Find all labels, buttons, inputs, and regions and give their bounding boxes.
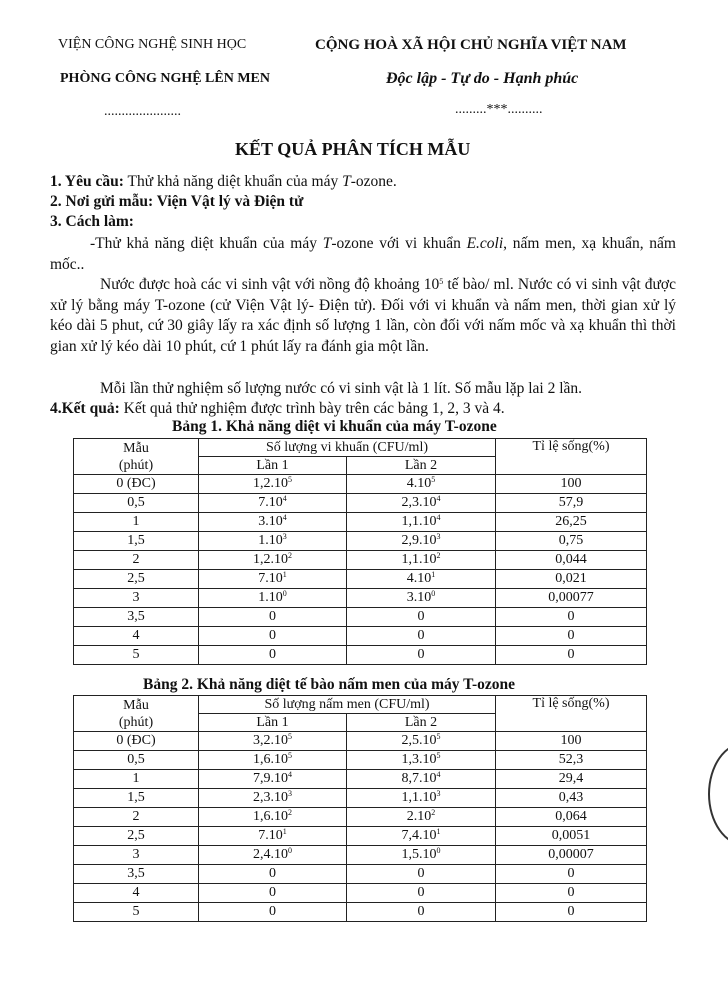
table1-header-rate: Tỉ lệ sống(%) (496, 439, 647, 475)
cell-count-rep1: 2,4.10$^0$ (199, 846, 347, 865)
table2 (73, 695, 647, 922)
table-row (74, 627, 647, 646)
section-request-label: 1. Yêu cầu: (50, 173, 124, 190)
table2-header-count: Số lượng nấm men (CFU/ml) (199, 696, 496, 714)
table-row (74, 789, 647, 808)
table-row (74, 589, 647, 608)
cell-time: 3 (74, 589, 199, 608)
cell-count-rep1: 7.10$^1$ (199, 570, 347, 589)
cell-survival-rate: 0,43 (496, 789, 647, 808)
table-row (74, 608, 647, 627)
table2-header-rep2: Lần 2 (347, 714, 496, 732)
cell-time: 2,5 (74, 570, 199, 589)
cell-time: 2 (74, 808, 199, 827)
table-row (74, 770, 647, 789)
cell-survival-rate: 0 (496, 627, 647, 646)
cell-survival-rate: 0,021 (496, 570, 647, 589)
header-stars: .........***.......... (455, 102, 543, 117)
table2-header-rate: Tỉ lệ sống(%) (496, 696, 647, 732)
cell-count-rep2: 2.10$^2$ (347, 808, 496, 827)
table1-caption: Bảng 1. Khả năng diệt vi khuẩn của máy T-ozone (172, 418, 497, 435)
cell-count-rep1: 1,6.10$^5$ (199, 751, 347, 770)
cell-count-rep1: 2,3.10$^3$ (199, 789, 347, 808)
table2-caption: Bảng 2. Khả năng diệt tế bào nấm men của máy T-ozone (143, 676, 516, 693)
method-paragraph-3: Mỗi lần thử nghiệm số lượng nước có vi sinh vật là 1 lít. Số mẫu lặp lai 2 lần. (100, 380, 582, 397)
cell-survival-rate: 100 (496, 732, 647, 751)
method-paragraph-2: Nước được hoà các vi sinh vật với nồng độ khoảng $10^5$ tế bào/ ml. Nước có vi sinh vật được xử lý bằng máy T-ozone (cử Viện Vật lý- Điện tử). Đối với vi khuẩn và nấm men, thời gian xử lý kéo dài 5 phut, cứ 30 giây lấy ra xác định số lượng 1 lần, còn đối với nấm mốc và xạ khuẩn thì thời gian xử lý kéo dài 10 phút, cứ 1 phút lấy ra đánh gia một lần. (50, 276, 677, 355)
cell-time: 1 (74, 513, 199, 532)
cell-survival-rate: 0,064 (496, 808, 647, 827)
cell-count-rep1: 7.10$^1$ (199, 827, 347, 846)
table-row (74, 732, 647, 751)
cell-survival-rate: 0 (496, 865, 647, 884)
cell-time: 0 (ĐC) (74, 475, 199, 494)
document-title: KẾT QUẢ PHÂN TÍCH MẪU (235, 139, 471, 159)
cell-time: 2,5 (74, 827, 199, 846)
cell-survival-rate: 29,4 (496, 770, 647, 789)
table-row (74, 865, 647, 884)
table-row (74, 827, 647, 846)
cell-survival-rate: 0 (496, 608, 647, 627)
cell-count-rep2: 4.10$^1$ (347, 570, 496, 589)
cell-time: 2 (74, 551, 199, 570)
cell-count-rep2: 0 (347, 627, 496, 646)
cell-count-rep2: 1,1.10$^4$ (347, 513, 496, 532)
cell-survival-rate: 100 (496, 475, 647, 494)
cell-time: 1,5 (74, 532, 199, 551)
cell-time: 4 (74, 627, 199, 646)
cell-time: 1,5 (74, 789, 199, 808)
cell-count-rep2: 8,7.10$^4$ (347, 770, 496, 789)
cell-time: 0,5 (74, 494, 199, 513)
cell-survival-rate: 26,25 (496, 513, 647, 532)
method-paragraph-1: -Thử khả năng diệt khuẩn của máy T-ozone với vi khuẩn E.coli, nấm men, xạ khuẩn, nấm mốc.. (50, 235, 676, 273)
cell-survival-rate: 0 (496, 646, 647, 665)
cell-survival-rate: 0 (496, 903, 647, 922)
table1-header-count: Số lượng vi khuẩn (CFU/ml) (199, 439, 496, 457)
cell-time: 5 (74, 903, 199, 922)
cell-count-rep1: 1,2.10$^5$ (199, 475, 347, 494)
cell-time: 1 (74, 770, 199, 789)
section-results-label: 4.Kết quả: (50, 400, 120, 417)
cell-survival-rate: 52,3 (496, 751, 647, 770)
cell-time: 0 (ĐC) (74, 732, 199, 751)
cell-count-rep1: 3,2.10$^5$ (199, 732, 347, 751)
cell-survival-rate: 0 (496, 884, 647, 903)
cell-count-rep2: 0 (347, 884, 496, 903)
department-name: PHÒNG CÔNG NGHỆ LÊN MEN (60, 71, 271, 86)
cell-count-rep1: 0 (199, 865, 347, 884)
cell-count-rep2: 1,5.10$^0$ (347, 846, 496, 865)
cell-count-rep2: 1,3.10$^5$ (347, 751, 496, 770)
table-row (74, 646, 647, 665)
cell-count-rep2: 2,3.10$^4$ (347, 494, 496, 513)
cell-survival-rate: 0,044 (496, 551, 647, 570)
cell-count-rep1: 3.10$^4$ (199, 513, 347, 532)
table1-header-rep1: Lần 1 (199, 457, 347, 475)
section-method: 3. Cách làm: (50, 213, 134, 230)
cell-count-rep1: 1,6.10$^2$ (199, 808, 347, 827)
table-row (74, 513, 647, 532)
cell-time: 3,5 (74, 865, 199, 884)
cell-count-rep2: 1,1.10$^3$ (347, 789, 496, 808)
cell-count-rep1: 0 (199, 646, 347, 665)
official-stamp (708, 742, 728, 846)
cell-survival-rate: 0,0051 (496, 827, 647, 846)
cell-time: 4 (74, 884, 199, 903)
table-row (74, 903, 647, 922)
cell-survival-rate: 0,00077 (496, 589, 647, 608)
cell-count-rep2: 2,9.10$^3$ (347, 532, 496, 551)
table1-header-rep2: Lần 2 (347, 457, 496, 475)
cell-time: 3,5 (74, 608, 199, 627)
table-row (74, 884, 647, 903)
reference-dots: ...................... (104, 104, 181, 119)
cell-count-rep1: 0 (199, 903, 347, 922)
cell-survival-rate: 57,9 (496, 494, 647, 513)
cell-count-rep2: 0 (347, 903, 496, 922)
section-request: 1. Yêu cầu: Thử khả năng diệt khuẩn của máy T-ozone. (50, 173, 397, 190)
motto: Độc lập - Tự do - Hạnh phúc (386, 70, 579, 87)
table-row (74, 846, 647, 865)
table-row (74, 475, 647, 494)
cell-count-rep1: 0 (199, 884, 347, 903)
table-row (74, 570, 647, 589)
cell-count-rep2: 0 (347, 608, 496, 627)
cell-count-rep2: 3.10$^0$ (347, 589, 496, 608)
cell-count-rep1: 1.10$^0$ (199, 589, 347, 608)
cell-survival-rate: 0,75 (496, 532, 647, 551)
table-row (74, 751, 647, 770)
table2-header-sample: Mẫu (phút) (74, 696, 199, 732)
table1-header-sample: Mẫu (phút) (74, 439, 199, 475)
table-row (74, 494, 647, 513)
cell-count-rep1: 1,2.10$^2$ (199, 551, 347, 570)
cell-count-rep1: 0 (199, 608, 347, 627)
table-row (74, 551, 647, 570)
cell-count-rep1: 0 (199, 627, 347, 646)
cell-survival-rate: 0,00007 (496, 846, 647, 865)
table1 (73, 438, 647, 665)
cell-count-rep1: 1.10$^3$ (199, 532, 347, 551)
cell-count-rep1: 7.10$^4$ (199, 494, 347, 513)
table-row (74, 532, 647, 551)
cell-time: 5 (74, 646, 199, 665)
cell-count-rep2: 7,4.10$^1$ (347, 827, 496, 846)
cell-count-rep2: 0 (347, 646, 496, 665)
cell-count-rep2: 0 (347, 865, 496, 884)
cell-time: 3 (74, 846, 199, 865)
cell-count-rep2: 2,5.10$^5$ (347, 732, 496, 751)
table2-header-rep1: Lần 1 (199, 714, 347, 732)
section-sender: 2. Nơi gửi mẫu: Viện Vật lý và Điện tử (50, 193, 304, 210)
cell-count-rep2: 4.10$^5$ (347, 475, 496, 494)
cell-count-rep1: 7,9.10$^4$ (199, 770, 347, 789)
institute-name: VIỆN CÔNG NGHỆ SINH HỌC (58, 37, 247, 52)
cell-count-rep2: 1,1.10$^2$ (347, 551, 496, 570)
cell-time: 0,5 (74, 751, 199, 770)
table-row (74, 808, 647, 827)
country-name: CỘNG HOÀ XÃ HỘI CHỦ NGHĨA VIỆT NAM (315, 37, 627, 53)
section-results: 4.Kết quả: Kết quả thử nghiệm được trình bày trên các bảng 1, 2, 3 và 4. (50, 400, 505, 417)
